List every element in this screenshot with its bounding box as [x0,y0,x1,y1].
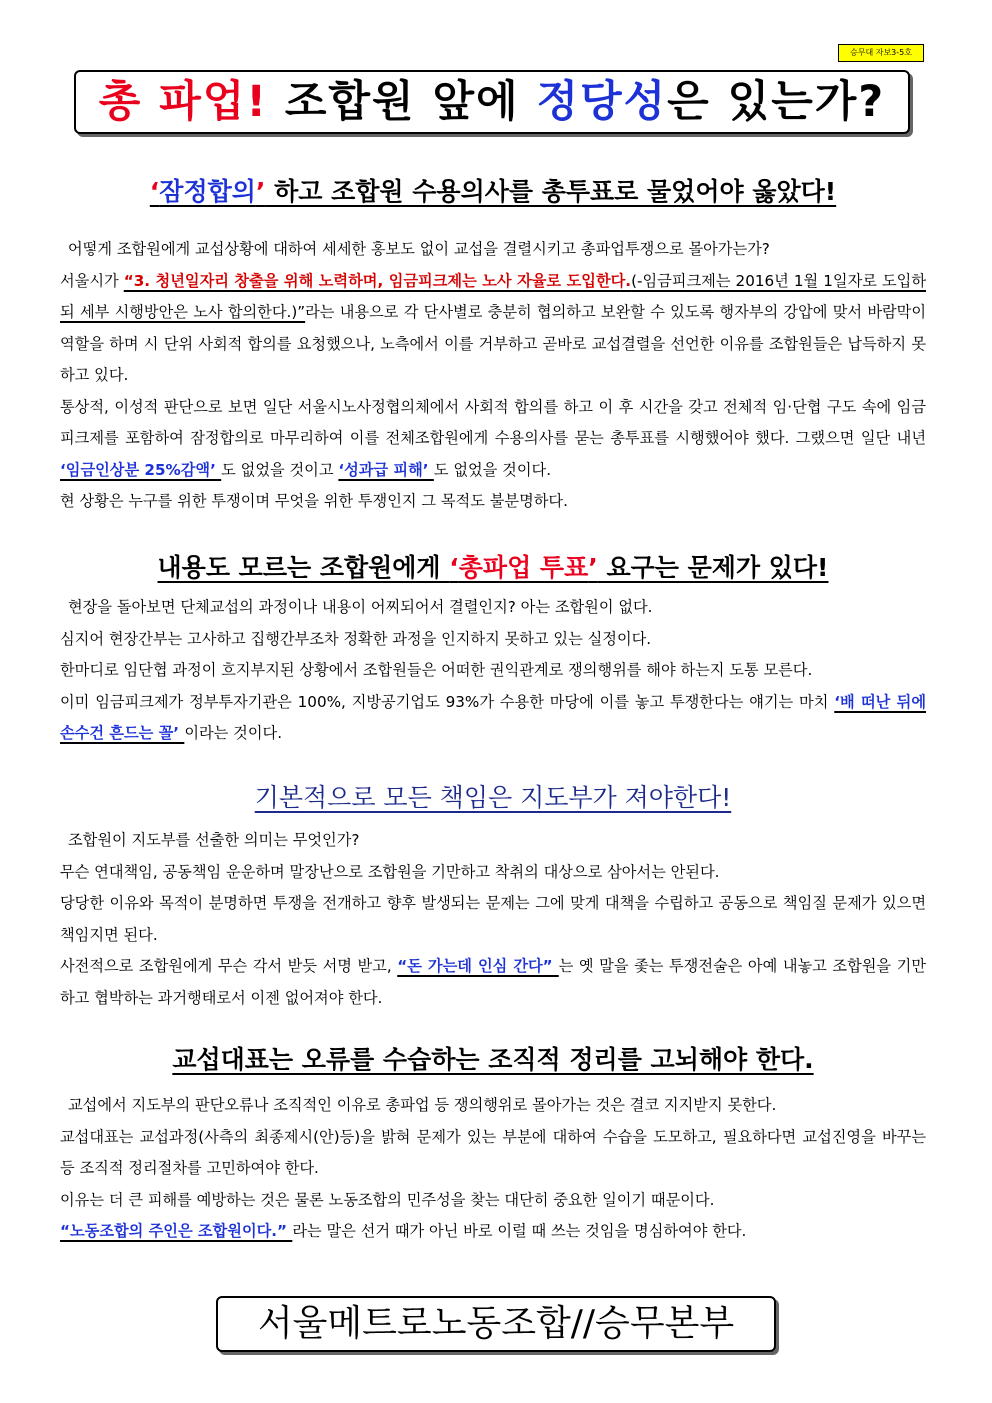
section4-body [60,1090,926,1248]
section2-p1: 현장을 돌아보면 단체교섭의 과정이나 내용이 어찌되어서 결렬인지? 아는 조합원이 없다. [68,598,653,616]
section1-heading-text: 하고 조합원 수용의사를 총투표로 물었어야 옳았다! [265,177,837,206]
section2-heading-lead: 내용도 모르는 조합원에게 [157,553,450,582]
section2-heading-highlight: 총파업 투표 [458,553,589,582]
section4-p4-tail: 라는 말은 선거 때가 아닌 바로 이럴 때 쓰는 것임을 명심하여야 한다. [292,1222,747,1240]
section1-p3-tail: 도 없었을 것이다. [433,460,552,479]
section1-p4: 현 상황은 누구를 위한 투쟁이며 무엇을 위한 투쟁인지 그 목적도 불분명하다. [60,492,568,510]
section2-heading-quote-open: ‘ [449,553,459,582]
section1-p2-rest: 라는 내용으로 각 단사별로 충분히 협의하고 보완할 수 있도록 행자부의 강압에 맞서 바람막이 역할을 하며 시 단위 사회적 합의를 요청했으나, 노측에서 이를 거부하고 곧바로 교섭결렬을 선언한 이유를 조합원들은 납득하지 못하고 있다. [60,303,927,384]
section2-heading-quote-close: ’ [588,553,598,582]
title-part-members: 조합원 앞에 [267,77,537,127]
section2-body [60,592,926,750]
section1-p3-highlight-bonus: ‘성과급 피해’ [338,460,434,479]
section3-body [60,825,926,1014]
title-part-question: 은 있는가? [667,77,886,127]
section1-p3-mid: 도 없었을 것이고 [221,460,339,479]
section1-p2-quote: “3. 청년일자리 창출을 위해 노력하며, 임금피크제는 노사 자율로 도입한다. [123,271,632,290]
section1-body [60,234,926,518]
section3-heading-text: 기본적으로 모든 책임은 지도부가 져야한다! [254,783,732,812]
section4-p3: 이유는 더 큰 피해를 예방하는 것은 물론 노동조합의 민주성을 찾는 대단히 중요한 일이기 때문이다. [60,1190,715,1209]
title-banner [74,70,910,134]
section1-p2-note: (-임금피크제는 2016년 1월 1일자로 도입하되 세부 시행방안은 노사 합의한다.)” [60,271,927,321]
section1-p3-lead: 통상적, 이성적 판단으로 보면 일단 서울시노사정협의체에서 사회적 합의를 하고 이 후 시간을 갖고 전체적 임·단협 구도 속에 임금피크제를 포함하여 잠정합의로 마무리하여 이를 전체조합원에게 수용의사를 묻는 총투표를 시행했어야 했다. 그랬으면 일단 내년 [60,397,926,447]
section1-p3-highlight-wage: ‘임금인상분 25%감액’ [60,460,222,479]
section4-heading [60,1040,926,1076]
title-part-legitimacy: 정당성 [536,77,668,127]
section1-p2 [60,266,926,392]
footer-union-name: 서울메트로노동조합//승무본부 [216,1296,776,1352]
section1-heading-highlight: 잠정합의 [159,177,256,206]
title-part-strike: 총 파업! [98,77,268,127]
section2-p4-tail: 이라는 것이다. [184,724,283,742]
section3-p2: 무슨 연대책임, 공동책임 운운하며 말장난으로 조합원을 기만하고 착취의 대상으로 삼아서는 안된다. [60,862,720,881]
section3-p4-highlight: “돈 가는데 인심 간다” [397,957,559,975]
section3-p3: 당당한 이유와 목적이 분명하면 투쟁을 전개하고 향후 발생되는 문제는 그에 맞게 대책을 수립하고 공동으로 책임질 문제가 있으면 책임지면 된다. [60,894,926,944]
section1-heading-quote-open: ‘ [149,177,160,206]
section3-p4-tail: 는 옛 말을 좇는 투쟁전술은 아예 내놓고 조합원을 기만하고 협박하는 과거행태로서 이젠 없어져야 한다. [60,957,927,1007]
section2-heading [60,548,926,584]
section2-p4-lead: 이미 임금피크제가 정부투자기관은 100%, 지방공기업도 93%가 수용한 마당에 이를 놓고 투쟁한다는 얘기는 마치 [60,692,835,711]
section4-p2: 교섭대표는 교섭과정(사측의 최종제시(안)등)을 밝혀 문제가 있는 부분에 대하여 수습을 도모하고, 필요하다면 교섭진영을 바꾸는 등 조직적 정리절차를 고민하여야 한다. [60,1127,926,1177]
section1-heading [60,172,926,208]
section4-p1: 교섭에서 지도부의 판단오류나 조직적인 이유로 총파업 등 쟁의행위로 몰아가는 것은 결코 지지받지 못한다. [68,1096,777,1114]
section2-p4 [60,687,926,750]
section2-p2: 심지어 현장간부는 고사하고 집행간부조차 정확한 과정을 인지하지 못하고 있는 실정이다. [60,629,652,648]
section3-p4 [60,951,926,1014]
section1-p3 [60,392,926,487]
section2-p4-highlight: ‘배 떠난 뒤에 손수건 흔드는 꼴’ [60,692,926,742]
section1-heading-quote-close: ’ [255,177,266,206]
section4-heading-text: 교섭대표는 오류를 수습하는 조직적 정리를 고뇌해야 한다. [172,1045,814,1074]
section1-p1: 어떻게 조합원에게 교섭상황에 대하여 세세한 홍보도 없이 교섭을 결렬시키고 총파업투쟁으로 몰아가는가? [68,240,770,258]
section3-heading [60,778,926,814]
section3-p4-lead: 사전적으로 조합원에게 무슨 각서 받듯 서명 받고, [60,957,398,975]
section2-heading-tail: 요구는 문제가 있다! [597,553,829,582]
section3-p1: 조합원이 지도부를 선출한 의미는 무엇인가? [68,831,360,849]
section4-p4-highlight: “노동조합의 주인은 조합원이다.” [60,1222,293,1240]
section1-p2-lead: 서울시가 [60,271,124,290]
issue-tag: 승무대 자보3-5호 [838,44,924,62]
section2-p3: 한마디로 임단협 과정이 흐지부지된 상황에서 조합원들은 어떠한 권익관계로 쟁의행위를 해야 하는지 도통 모른다. [60,661,813,679]
section4-p4 [60,1216,926,1248]
